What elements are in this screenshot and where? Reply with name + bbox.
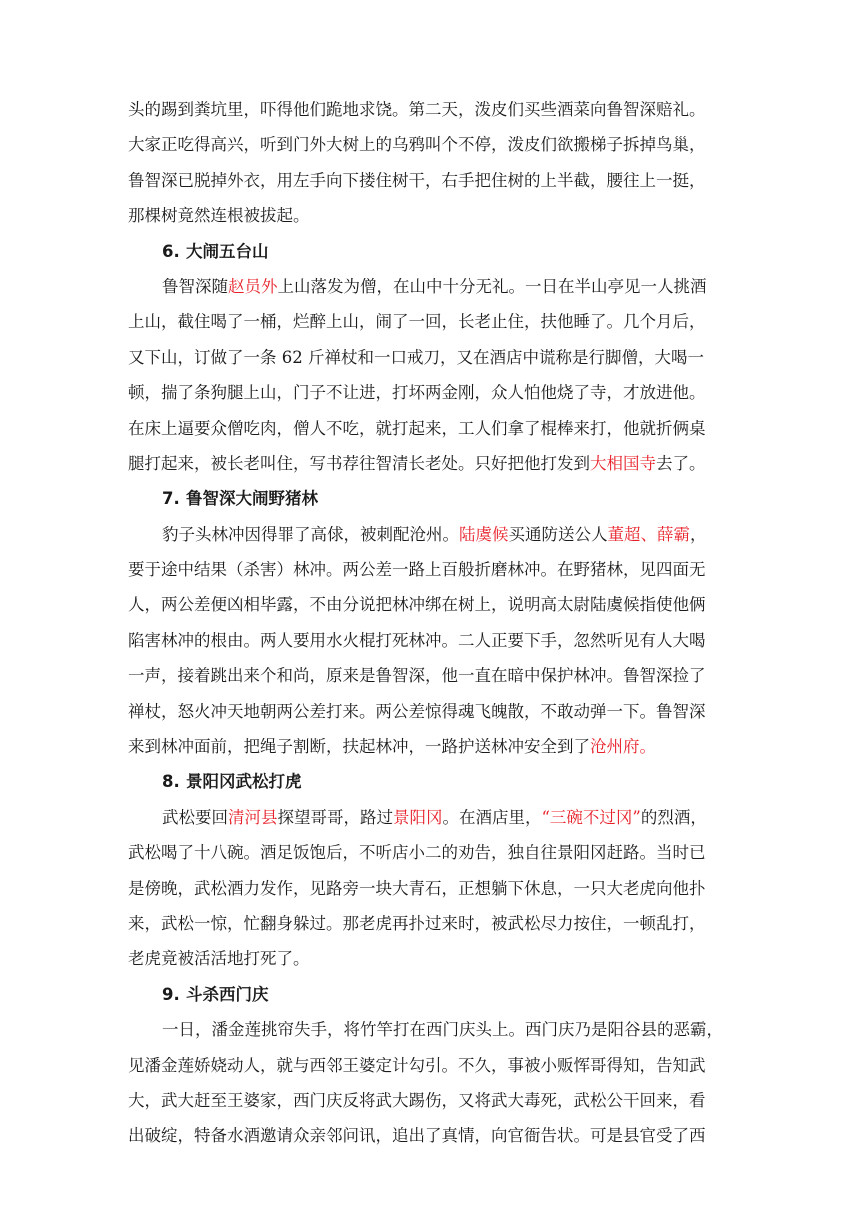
paragraph-line: 陷害林冲的根由。两人要用水火棍打死林冲。二人正要下手，忽然听见有人大喝: [128, 630, 706, 650]
section-title: 景阳冈武松打虎: [186, 772, 302, 792]
section-number: 7.: [162, 489, 180, 509]
section-heading-6: [128, 234, 734, 269]
section-number: 9.: [162, 984, 180, 1004]
paragraph-line: 来，武松一惊，忙翻身躲过。那老虎再扑过来时，被武松尽力按住，一顿乱打，: [128, 913, 706, 933]
paragraph-line: 头的踢到粪坑里，吓得他们跪地求饶。第二天，泼皮们买些酒菜向鲁智深赔礼。: [128, 100, 706, 119]
text-span: ，: [690, 524, 707, 544]
text-span: 的烈酒，: [640, 807, 707, 827]
section-heading-8: [128, 764, 734, 799]
paragraph-line: 又下山，订做了一条 62 斤禅杖和一口戒刀，又在酒店中谎称是行脚僧，大喝一: [128, 347, 704, 367]
paragraph-line: 要于途中结果（杀害）林冲。两公差一路上百般折磨林冲。在野猪林，见四面无: [128, 560, 706, 580]
paragraph-line: [128, 517, 734, 552]
paragraph-line: 上山，截住喝了一桶，烂醉上山，闹了一回，长老止住，扶他睡了。几个月后，: [128, 312, 706, 332]
highlighted-place: 沧州府。: [590, 737, 656, 757]
paragraph-line: [128, 800, 734, 835]
highlighted-name: 董超、薛霸: [607, 524, 690, 544]
highlighted-name: 赵员外: [228, 276, 278, 296]
text-span: 去了。: [656, 453, 706, 473]
text-span: 探望哥哥，路过: [277, 807, 393, 827]
paragraph-line: 老虎竟被活活地打死了。: [128, 949, 310, 969]
paragraph-line: 出破绽，特备水酒邀请众亲邻问讯，追出了真情，向官衙告状。可是县官受了西: [128, 1126, 706, 1146]
paragraph-line: 人，两公差便凶相毕露，不由分说把林冲绑在树上，说明高太尉陆虞候指使他俩: [128, 595, 706, 615]
section-title: 斗杀西门庆: [186, 984, 269, 1004]
section-title: 鲁智深大闹野猪林: [186, 489, 318, 509]
text-span: 腿打起来，被长老叫住，写书荐往智清长老处。只好把他打发到: [128, 453, 590, 473]
paragraph-line: 禅杖，怒火冲天地朝两公差打来。两公差惊得魂飞魄散，不敢动弹一下。鲁智深: [128, 701, 706, 721]
paragraph-line: 顿，揣了条狗腿上山，门子不让进，打坏两金刚，众人怕他烧了寺，才放进他。: [128, 383, 706, 403]
paragraph-line: 一日，潘金莲挑帘失手，将竹竿打在西门庆头上。西门庆乃是阳谷县的恶霸，: [162, 1020, 723, 1040]
text-span: 买通防送公人: [508, 524, 608, 544]
paragraph-line: [128, 269, 734, 304]
paragraph-line: [128, 729, 734, 764]
document-body: [128, 92, 734, 1154]
text-span: 鲁智深随: [162, 276, 228, 296]
section-title: 大闹五台山: [186, 241, 269, 261]
text-span: 来到林冲面前，把绳子割断，扶起林冲，一路护送林冲安全到了: [128, 737, 590, 757]
paragraph-line: 见潘金莲娇娆动人，就与西邻王婆定计勾引。不久，事被小贩恽哥得知，告知武: [128, 1055, 706, 1075]
section-number: 8.: [162, 772, 180, 792]
paragraph-line: 鲁智深已脱掉外衣，用左手向下搂住树干，右手把住树的上半截，腰往上一挺，: [128, 170, 706, 190]
highlighted-name: 陆虞候: [459, 524, 509, 544]
section-number: 6.: [162, 241, 180, 261]
paragraph-line: [128, 446, 734, 481]
highlighted-quote: “三碗不过冈”: [541, 807, 641, 827]
text-span: 上山落发为僧，在山中十分无礼。一日在半山亭见一人挑酒: [277, 276, 707, 296]
highlighted-place: 清河县: [228, 807, 278, 827]
text-span: 。在酒店里，: [442, 807, 542, 827]
paragraph-line: 是傍晚，武松酒力发作，见路旁一块大青石，正想躺下休息，一只大老虎向他扑: [128, 878, 706, 898]
section-heading-9: [128, 977, 734, 1012]
paragraph-line: 那棵树竟然连根被拔起。: [128, 206, 310, 226]
section-heading-7: [128, 481, 734, 516]
text-span: 豹子头林冲因得罪了高俅，被刺配沧州。: [162, 524, 459, 544]
text-span: 武松要回: [162, 807, 228, 827]
paragraph-line: 武松喝了十八碗。酒足饭饱后，不听店小二的劝告，独自往景阳冈赶路。当时已: [128, 843, 706, 863]
paragraph-line: 在床上逼要众僧吃肉，僧人不吃，就打起来，工人们拿了棍棒来打，他就折俩桌: [128, 418, 706, 438]
paragraph-line: 大家正吃得高兴，听到门外大树上的乌鸦叫个不停，泼皮们欲搬梯子拆掉鸟巢，: [128, 135, 706, 155]
paragraph-line: 大，武大赶至王婆家，西门庆反将武大踢伤，又将武大毒死，武松公干回来，看: [128, 1090, 706, 1110]
paragraph-line: 一声，接着跳出来个和尚，原来是鲁智深，他一直在暗中保护林冲。鲁智深捡了: [128, 666, 706, 686]
highlighted-place: 大相国寺: [590, 453, 656, 473]
highlighted-place: 景阳冈: [393, 807, 443, 827]
